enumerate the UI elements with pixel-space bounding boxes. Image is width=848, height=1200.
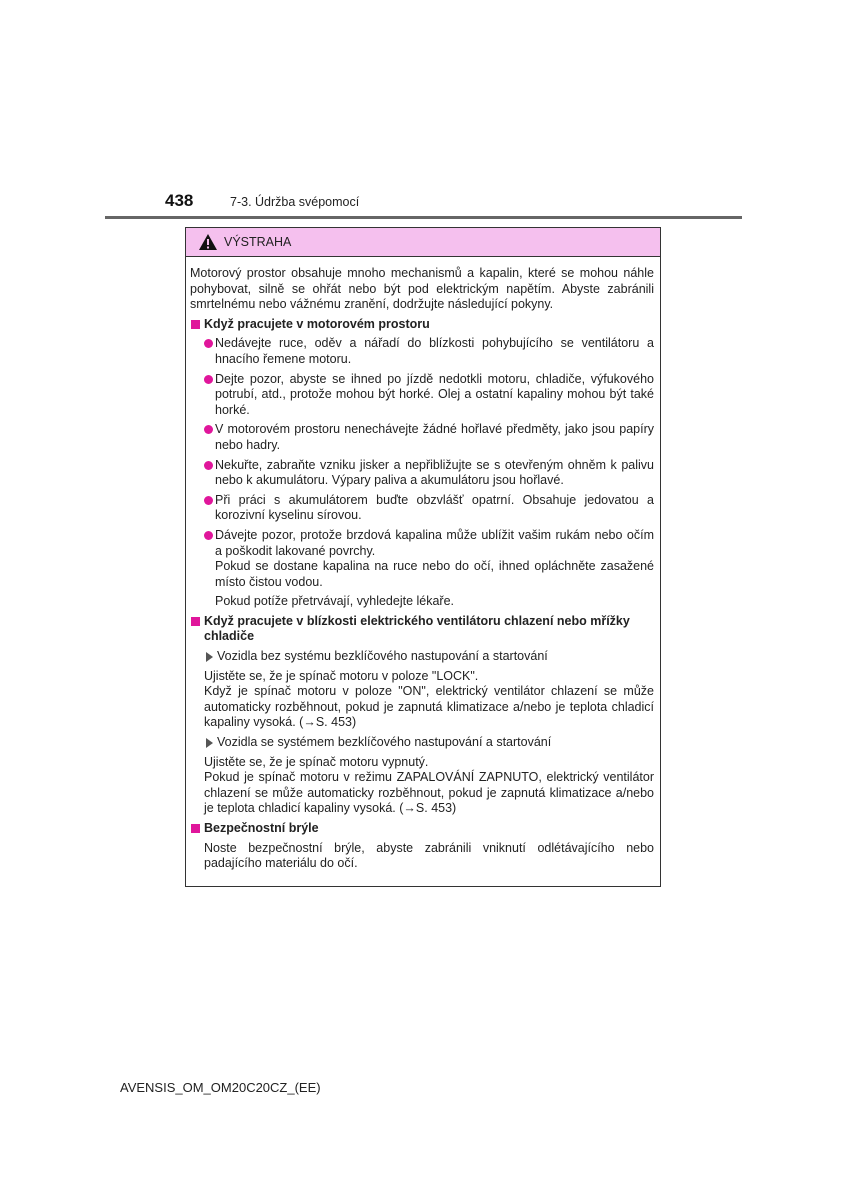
list-item — [204, 372, 654, 419]
list-item-text: Nekuřte, zabraňte vzniku jisker a nepřibližujte se s otevřeným ohněm k palivu nebo k akumulátoru. Výpary paliva a akumulátoru jsou hořlavé. — [215, 457, 654, 488]
list-item-text: V motorovém prostoru nenechávejte žádné hořlavé předměty, jako jsou papíry nebo hadry. — [215, 422, 654, 452]
header-rule — [105, 216, 742, 219]
triangle-arrow-icon — [206, 652, 213, 662]
list-item — [204, 528, 654, 559]
list-item-note: Pokud potíže přetrvávají, vyhledejte lékaře. — [215, 594, 455, 609]
list-item-text: Při práci s akumulátorem buďte obzvlášť opatrní. Obsahuje jedovatou a korozivní kyselinu sírovou. — [215, 492, 654, 523]
case-label — [204, 735, 654, 751]
section-title: 7-3. Údržba svépomocí — [230, 195, 360, 209]
footer-code: AVENSIS_OM_OM20C20CZ_(EE) — [120, 1080, 321, 1095]
case-text: Když je spínač motoru v poloze "ON", elektrický ventilátor chlazení se může automaticky rozběhnout, pokud je zapnutá klimatizace a/nebo je teplota chladicí kapaliny vysoká. (→S. 453) — [204, 684, 654, 730]
list-item-text: Dejte pozor, abyste se ihned po jízdě nedotkli motoru, chladiče, výfukového potrubí, atd., protože mohou být horké. Olej a ostatní kapaliny mohou být také horké. — [215, 371, 654, 417]
section-heading-text: Když pracujete v motorovém prostoru — [204, 316, 430, 331]
section-heading — [190, 317, 654, 333]
list-item-text: Dávejte pozor, protože brzdová kapalina může ublížit vašim rukám nebo očím a poškodit lakované povrchy. — [215, 527, 654, 558]
warning-intro: Motorový prostor obsahuje mnoho mechanismů a kapalin, které se mohou náhle pohybovat, silně se ohřát nebo být pod elektrickým napětím. Abyste zabránili smrtelnému nebo vážnému zranění, dodržujte následující pokyny. — [190, 266, 654, 312]
warning-title: VÝSTRAHA — [224, 235, 292, 249]
round-bullet-icon — [204, 496, 213, 505]
list-item — [204, 336, 654, 367]
square-bullet-icon — [191, 320, 200, 329]
triangle-arrow-icon — [206, 738, 213, 748]
case-text: Ujistěte se, že je spínač motoru vypnutý. — [204, 754, 429, 769]
warning-body — [186, 257, 660, 872]
round-bullet-icon — [204, 339, 213, 348]
section-text: Noste bezpečnostní brýle, abyste zabránili vniknutí odlétávajícího nebo padajícího materiálu do očí. — [204, 840, 654, 871]
warning-triangle-icon — [198, 233, 218, 251]
list-item — [204, 422, 654, 453]
case-label-text: Vozidla bez systému bezklíčového nastupování a startování — [217, 649, 548, 664]
case-text: Ujistěte se, že je spínač motoru v poloze "LOCK". — [204, 668, 479, 683]
square-bullet-icon — [191, 617, 200, 626]
case-label-text: Vozidla se systémem bezklíčového nastupování a startování — [217, 735, 552, 750]
section-heading-text: Když pracujete v blízkosti elektrického ventilátoru chlazení nebo mřížky chladiče — [204, 613, 630, 644]
page-number: 438 — [165, 191, 194, 210]
round-bullet-icon — [204, 425, 213, 434]
list-item-note: Pokud se dostane kapalina na ruce nebo do očí, ihned opláchněte zasažené místo čistou vodou. — [215, 559, 654, 589]
list-item — [204, 493, 654, 524]
square-bullet-icon — [191, 824, 200, 833]
round-bullet-icon — [204, 461, 213, 470]
round-bullet-icon — [204, 375, 213, 384]
section-heading — [190, 821, 654, 837]
section-heading — [190, 614, 654, 645]
case-text: Pokud je spínač motoru v režimu ZAPALOVÁNÍ ZAPNUTO, elektrický ventilátor chlazení se může automaticky rozběhnout, pokud je zapnutá klimatizace a/nebo je teplota chladicí kapaliny vysoká. (→S. 453) — [204, 770, 654, 816]
warning-header — [186, 228, 660, 257]
round-bullet-icon — [204, 531, 213, 540]
list-item — [204, 458, 654, 489]
section-heading-text: Bezpečnostní brýle — [204, 821, 319, 835]
case-label — [204, 649, 654, 665]
list-item-text: Nedávejte ruce, oděv a nářadí do blízkosti pohybujícího se ventilátoru a hnacího řemene motoru. — [215, 336, 654, 366]
warning-box — [185, 227, 661, 887]
